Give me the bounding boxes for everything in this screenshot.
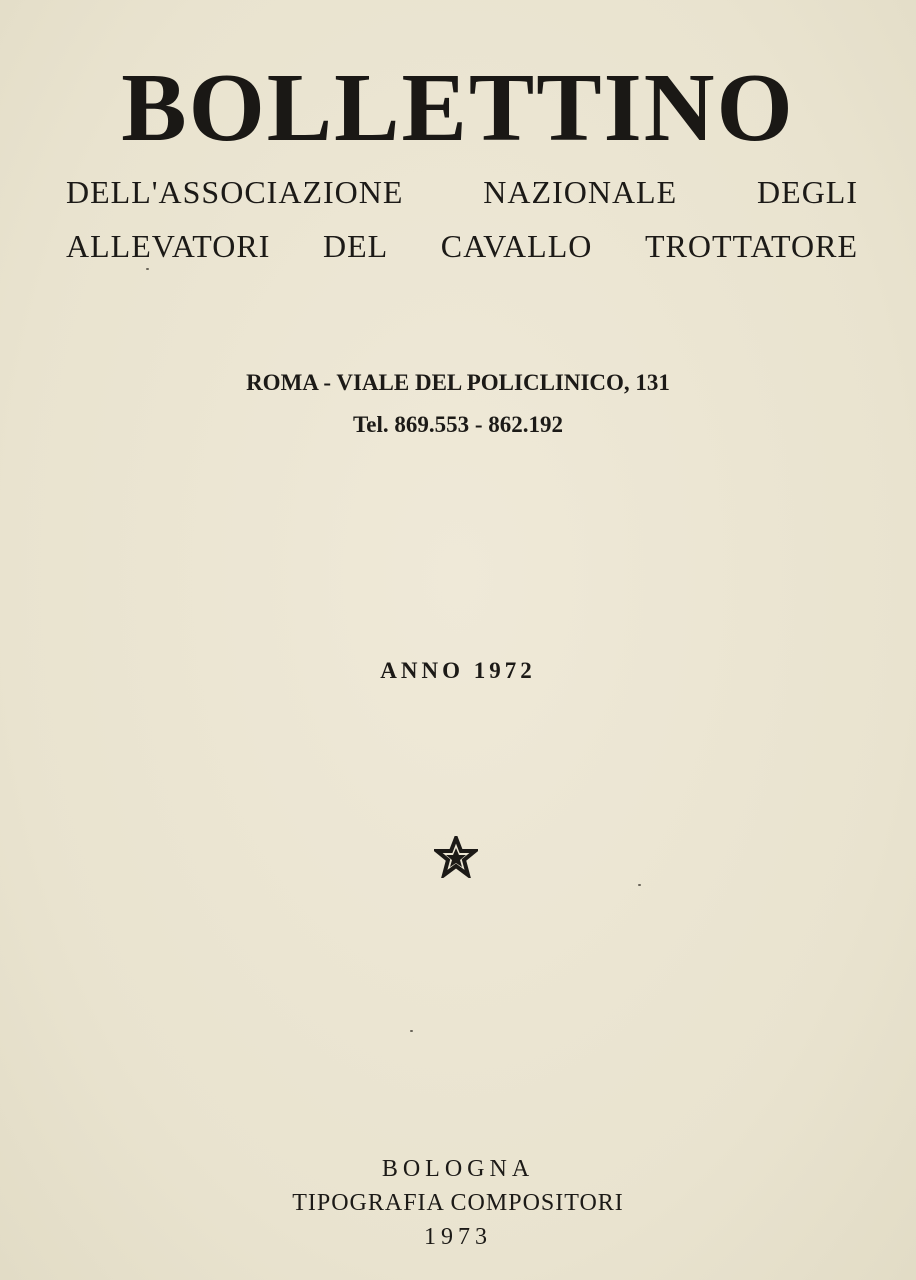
paper-speck [146,268,149,270]
telephone: Tel. 869.553 - 862.192 [353,412,563,437]
subtitle-word: ALLEVATORI [66,228,271,264]
paper-speck [410,1030,413,1032]
subtitle-line-1 [66,174,858,210]
subtitle-word: NAZIONALE [483,174,678,210]
paper-speck [638,884,641,886]
subtitle-word: DEGLI [757,174,858,210]
star-icon [434,836,478,878]
address: ROMA - VIALE DEL POLICLINICO, 131 [246,370,670,395]
subtitle-word: DELL'ASSOCIAZIONE [66,174,404,210]
imprint-year: 1973 [424,1224,492,1250]
subtitle-word: CAVALLO [440,228,593,264]
year-line: ANNO 1972 [380,658,536,683]
imprint-printer: TIPOGRAFIA COMPOSITORI [292,1190,624,1216]
subtitle-word: TROTTATORE [644,228,858,264]
subtitle-line-2 [66,228,858,264]
imprint-city: BOLOGNA [381,1156,535,1182]
subtitle-word: DEL [322,228,389,264]
page-title: BOLLETTINO [121,54,795,162]
